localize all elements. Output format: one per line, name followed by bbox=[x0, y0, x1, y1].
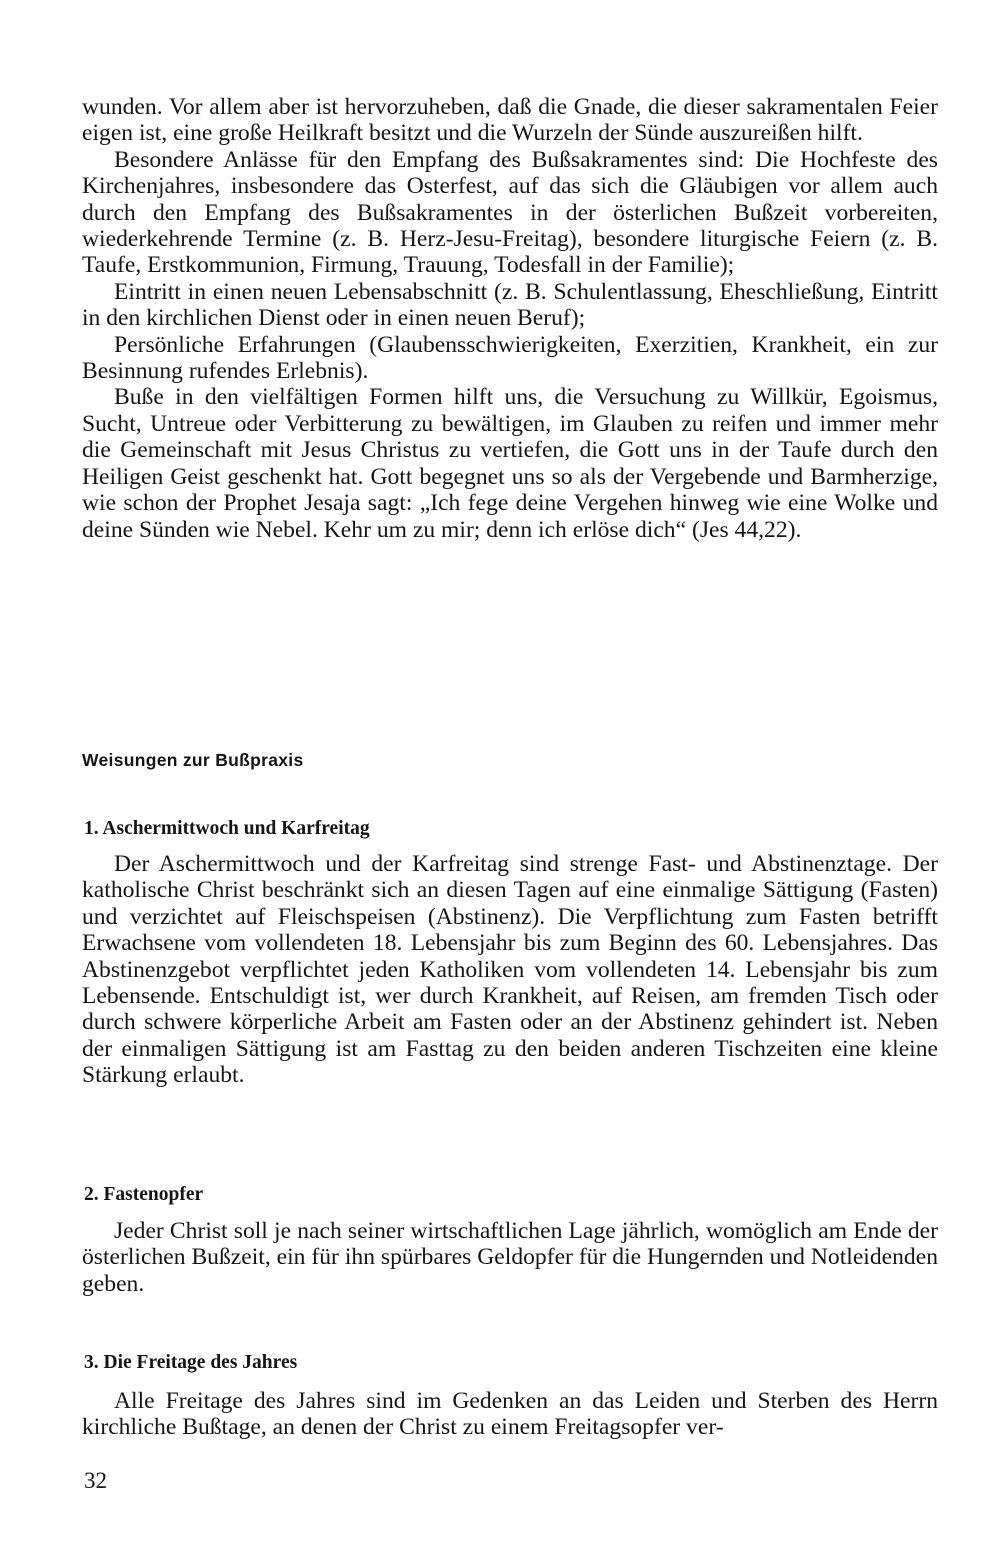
section-paragraph: Der Aschermittwoch und der Karfreitag sind strenge Fast- und Abstinenztage. Der katholische Christ beschränkt sich an diesen Tagen auf eine einmalige Sättigung (Fasten) und verzichtet auf Fleischspeisen (Abstinenz). Die Verpflichtung zum Fasten betrifft Erwachsene vom vollendeten 18. Lebensjahr bis zum Beginn des 60. Lebensjahres. Das Abstinenzgebot verpflichtet jeden Katholiken vom vollendeten 14. Lebensjahr bis zum Lebensende. Entschuldigt ist, wer durch Krankheit, auf Reisen, am fremden Tisch oder durch schwere körperliche Arbeit am Fasten oder an der Abstinenz gehindert ist. Neben der einmaligen Sättigung ist am Fasttag zu den beiden anderen Tischzeiten eine kleine Stärkung erlaubt. bbox=[82, 851, 938, 1089]
intro-text bbox=[82, 94, 938, 543]
intro-paragraph: wunden. Vor allem aber ist hervorzuheben, daß die Gnade, die dieser sakramentalen Feier eigen ist, eine große Heilkraft besitzt und die Wurzeln der Sünde auszureißen hilft. bbox=[82, 94, 938, 147]
section-paragraph: Jeder Christ soll je nach seiner wirtschaftlichen Lage jährlich, womöglich am Ende der österlichen Bußzeit, ein für ihn spürbares Geldopfer für die Hungernden und Notleidenden geben. bbox=[82, 1218, 938, 1297]
section-body bbox=[82, 1388, 938, 1441]
section-title: Weisungen zur Bußpraxis bbox=[82, 750, 304, 770]
section-paragraph: Alle Freitage des Jahres sind im Gedenken an das Leiden und Sterben des Herrn kirchliche Bußtage, an denen der Christ zu einem Freitagsopfer ver- bbox=[82, 1388, 938, 1441]
intro-paragraph: Eintritt in einen neuen Lebensabschnitt (z. B. Schulentlassung, Eheschließung, Eintritt in den kirchlichen Dienst oder in einen neuen Beruf); bbox=[82, 278, 938, 332]
intro-paragraph: Buße in den vielfältigen Formen hilft uns, die Versuchung zu Willkür, Egoismus, Sucht, Untreue oder Verbitterung zu bewältigen, im Glauben zu reifen und immer mehr die Gemeinschaft mit Jesus Christus zu vertiefen, die Gott uns in der Taufe durch den Heiligen Geist geschenkt hat. Gott begegnet uns so als der Vergebende und Barmherzige, wie schon der Prophet Jesaja sagt: „Ich fege deine Vergehen hinweg wie eine Wolke und deine Sünden wie Nebel. Kehr um zu mir; denn ich erlöse dich“ (Jes 44,22). bbox=[82, 384, 938, 543]
section-body bbox=[82, 851, 938, 1089]
subheading-freitage: 3. Die Freitage des Jahres bbox=[84, 1352, 298, 1373]
intro-paragraph: Besondere Anlässe für den Empfang des Bußsakramentes sind: Die Hochfeste des Kirchenjahres, insbesondere das Osterfest, auf das sich die Gläubigen vor allem auch durch den Empfang des Bußsakramentes in der österlichen Bußzeit vorbereiten, wiederkehrende Termine (z. B. Herz-Jesu-Freitag), besondere liturgische Feiern (z. B. Taufe, Erstkommunion, Firmung, Trauung, Todesfall in der Familie); bbox=[82, 146, 938, 279]
section-body bbox=[82, 1218, 938, 1297]
subheading-fastenopfer: 2. Fastenopfer bbox=[84, 1184, 204, 1205]
subheading-aschermittwoch: 1. Aschermittwoch und Karfreitag bbox=[84, 818, 370, 839]
intro-paragraph: Persönliche Erfahrungen (Glaubensschwierigkeiten, Exerzitien, Krankheit, ein zur Besinnung rufendes Erlebnis). bbox=[82, 331, 938, 385]
page-number: 32 bbox=[84, 1468, 107, 1493]
